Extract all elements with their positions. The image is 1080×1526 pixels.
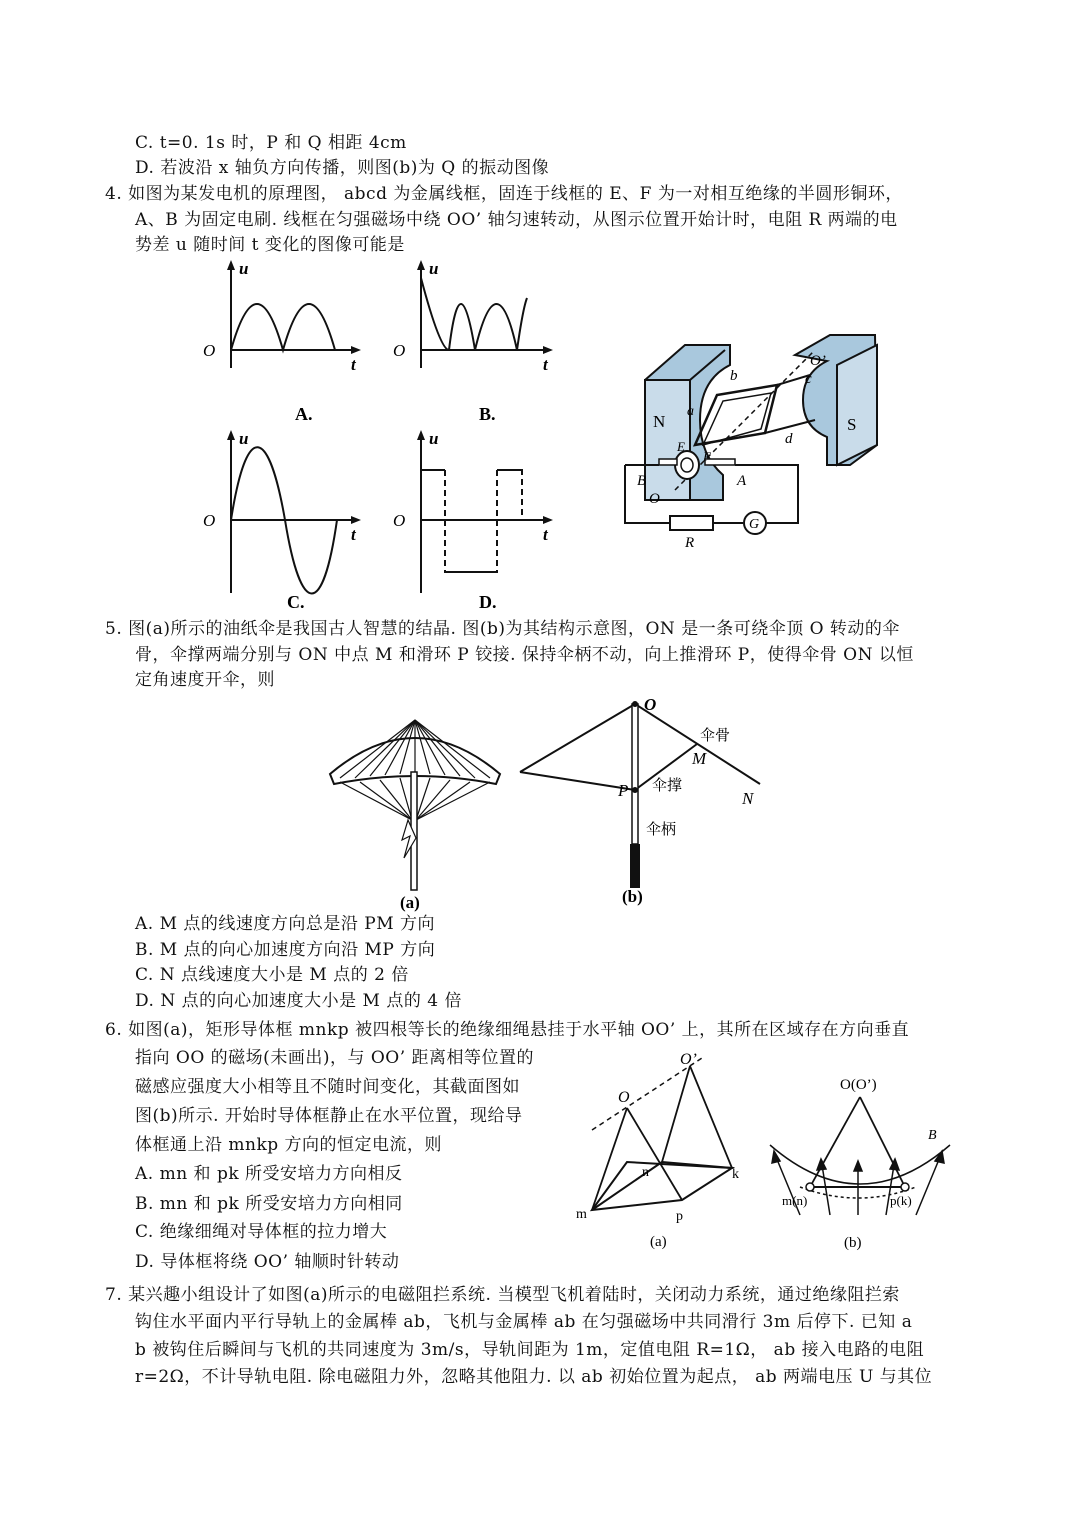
svg-text:d: d: [785, 431, 793, 447]
svg-text:t: t: [543, 525, 548, 544]
choice-c: C.: [287, 592, 305, 612]
axis-oo: [592, 1058, 702, 1130]
q6-stem-line1: 6. 如图(a)，矩形导体框 mnkp 被四根等长的绝缘细绳悬挂于水平轴 OO’ 上，其所在区域存在方向垂直: [105, 1020, 910, 1040]
svg-text:u: u: [429, 259, 439, 278]
q3-option-c: C. t=0. 1s 时，P 和 Q 相距 4cm: [135, 133, 407, 153]
svg-text:O: O: [393, 511, 406, 530]
generator-diagram: [615, 325, 885, 551]
q6-stem-line3: 磁感应强度大小相等且不随时间变化，其截面图如: [135, 1077, 520, 1097]
shaft: [632, 704, 638, 844]
svg-text:m: m: [576, 1207, 587, 1222]
q6-stem-line2: 指向 OO 的磁场(未画出)，与 OO’ 距离相等位置的: [135, 1048, 535, 1068]
canopy-ribs: [340, 720, 490, 778]
q5-stem-line3: 定角速度开伞，则: [135, 670, 275, 690]
q4-stem-line2: A、B 为固定电刷. 线框在匀强磁场中绕 OO’ 轴匀速转动，从图示位置开始计时，电阻 R 两端的电: [135, 210, 898, 230]
choice-a: A.: [295, 404, 313, 424]
brush-b: [659, 459, 677, 465]
q6-option-d: D. 导体框将绕 OO’ 轴顺时针转动: [135, 1252, 400, 1272]
q5-stem-line2: 骨，伞撑两端分别与 ON 中点 M 和滑环 P 铰接. 保持伞柄不动，向上推滑环 P，使得伞骨 ON 以恒: [135, 645, 914, 665]
svg-text:(b): (b): [844, 1235, 862, 1251]
q6-stem-line4: 图(b)所示. 开始时导体框静止在水平位置，现给导: [135, 1106, 523, 1126]
svg-text:t: t: [351, 525, 356, 544]
svg-text:O: O: [393, 341, 406, 360]
svg-text:F: F: [703, 449, 711, 464]
svg-text:(a): (a): [650, 1234, 667, 1250]
svg-text:c: c: [805, 371, 812, 387]
svg-text:p: p: [676, 1209, 683, 1224]
svg-text:a: a: [687, 404, 694, 419]
frame: [592, 1162, 732, 1210]
q7-stem-line3: b 被钩住后瞬间与飞机的共同速度为 3m/s，导轨间距为 1m，定值电阻 R=1Ω， ab 接入电路的电阻: [135, 1340, 925, 1360]
svg-text:t: t: [543, 355, 548, 374]
svg-text:N: N: [653, 412, 666, 431]
svg-text:G: G: [749, 517, 760, 532]
u-label: u: [239, 259, 249, 278]
choice-b: B.: [479, 404, 496, 424]
t-label: t: [351, 355, 356, 374]
svg-text:O’: O’: [680, 1051, 697, 1068]
q3-option-d: D. 若波沿 x 轴负方向传播，则图(b)为 Q 的振动图像: [135, 158, 550, 178]
svg-text:N: N: [742, 789, 754, 808]
svg-text:R: R: [685, 535, 695, 551]
rib-on: [635, 704, 760, 784]
svg-text:n: n: [642, 1165, 649, 1180]
q5-option-b: B. M 点的向心加速度方向沿 MP 方向: [135, 940, 436, 960]
q7-stem-line1: 7. 某兴趣小组设计了如图(a)所示的电磁阻拦系统. 当模型飞机着陆时，关闭动力系统，通过绝缘阻拦索: [105, 1285, 900, 1305]
choice-d: D.: [479, 592, 497, 612]
slip-rings: [675, 451, 699, 479]
svg-text:O: O: [618, 1089, 630, 1106]
q5-option-c: C. N 点线速度大小是 M 点的 2 倍: [135, 965, 409, 985]
q7-stem-line4: r=2Ω，不计导轨电阻. 除电磁阻力外，忽略其他阻力. 以 ab 初始位置为起点， ab 两端电压 U 与其位: [135, 1367, 933, 1387]
svg-text:P: P: [618, 781, 629, 800]
curve-b: [421, 278, 527, 350]
q5-option-d: D. N 点的向心加速度大小是 M 点的 4 倍: [135, 991, 462, 1011]
svg-text:O: O: [644, 695, 657, 714]
q6-option-b: B. mn 和 pk 所受安培力方向相同: [135, 1194, 403, 1214]
q7-stem-line2: 钩住水平面内平行导轨上的金属棒 ab，飞机与金属棒 ab 在匀强磁场中共同滑行 3m 后停下. 已知 a: [135, 1312, 913, 1332]
svg-text:O: O: [203, 511, 216, 530]
umbrella-figure-b: [510, 692, 800, 912]
q4-stem-line1: 4. 如图为某发电机的原理图， abcd 为金属线框，固连于线框的 E、F 为一对相互绝缘的半圆形铜环，: [105, 184, 903, 204]
q6-option-a: A. mn 和 pk 所受安培力方向相反: [135, 1164, 403, 1184]
q4-graph-c: [195, 428, 365, 613]
q6-stem-line5: 体框通上沿 mnkp 方向的恒定电流，则: [135, 1135, 443, 1155]
q4-graph-b: [385, 258, 560, 428]
q4-stem-line3: 势差 u 随时间 t 变化的图像可能是: [135, 235, 405, 255]
left-rib: [520, 704, 635, 772]
svg-text:E: E: [677, 439, 685, 454]
svg-text:u: u: [429, 429, 439, 448]
q5-option-a: A. M 点的线速度方向总是沿 PM 方向: [135, 914, 436, 934]
svg-text:m(n): m(n): [782, 1193, 808, 1208]
curve-a: [231, 304, 335, 350]
svg-text:B: B: [928, 1128, 937, 1143]
svg-text:O’: O’: [810, 353, 826, 369]
svg-text:b: b: [730, 368, 738, 384]
svg-text:伞撑: 伞撑: [652, 778, 683, 794]
svg-text:S: S: [847, 415, 857, 434]
umbrella-figure-a: [320, 712, 510, 912]
svg-text:B: B: [637, 473, 647, 489]
y-arrow: [227, 260, 235, 270]
svg-text:伞柄: 伞柄: [646, 822, 677, 838]
svg-text:k: k: [732, 1167, 739, 1182]
svg-text:(b): (b): [622, 887, 643, 906]
frame-figure-a: [572, 1050, 762, 1250]
svg-text:u: u: [239, 429, 249, 448]
q5-stem-line1: 5. 图(a)所示的油纸伞是我国古人智慧的结晶. 图(b)为其结构示意图，ON 是一条可绕伞顶 O 转动的伞: [105, 619, 900, 639]
o-label: O: [203, 341, 216, 360]
q6-option-c: C. 绝缘细绳对导体框的拉力增大: [135, 1222, 388, 1242]
svg-text:(a): (a): [400, 893, 420, 912]
svg-text:p(k): p(k): [890, 1193, 912, 1208]
q4-graph-a: [195, 258, 365, 428]
svg-text:O(O’): O(O’): [840, 1077, 877, 1093]
grip: [630, 844, 640, 888]
q4-graph-d: [385, 428, 560, 613]
svg-text:O: O: [649, 491, 660, 507]
svg-text:M: M: [692, 749, 707, 768]
frame-figure-b: [760, 1075, 970, 1250]
x-arrow: [351, 346, 361, 354]
resistor: [670, 516, 713, 530]
svg-text:A: A: [737, 473, 747, 489]
svg-text:伞骨: 伞骨: [700, 728, 731, 744]
